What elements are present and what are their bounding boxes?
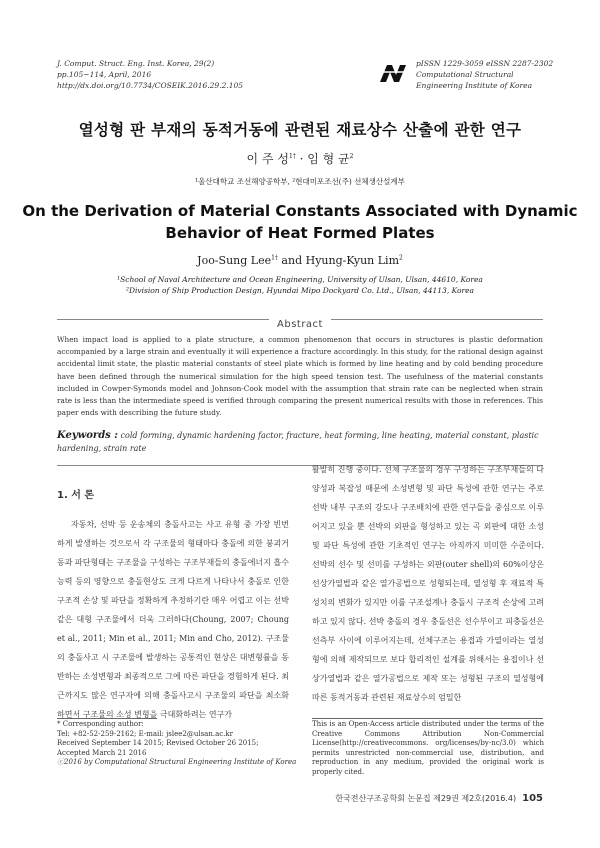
author-conjunction: and	[277, 254, 306, 267]
license-note: This is an Open-Access article distributed under the terms of the Creative Commons Attribution Non-Commercial License(http://creativecommons. org/licenses/by-nc/3.0) which permits unrestricted non-commercial use, distribution, and reproduction in any medium, provided the original work is properly cited.	[312, 720, 544, 776]
keywords	[57, 430, 543, 455]
author-separator: ·	[295, 152, 308, 166]
affiliation-line: ¹School of Naval Architecture and Ocean Engineering, University of Ulsan, Ulsan, 44610, Korea	[117, 275, 483, 284]
journal-citation	[57, 58, 243, 91]
abstract-heading: Abstract	[269, 319, 331, 330]
body-column-left	[57, 486, 289, 724]
title-english-line: Behavior of Heat Formed Plates	[165, 224, 435, 242]
footnote-divider	[57, 718, 157, 719]
author-sup: 1†	[288, 153, 296, 160]
keywords-text: cold forming, dynamic hardening factor, fracture, heat forming, line heating, material constant, plastic hardening, strain rate	[57, 431, 539, 453]
footnote-line: ⓒ2016 by Computational Structural Engineering Institute of Korea	[57, 758, 297, 767]
author-name: Joo-Sung Lee	[197, 254, 272, 267]
footnote-line: Received September 14 2015; Revised October 26 2015;	[57, 739, 259, 748]
title-korean: 열성형 판 부재의 동적거동에 관련된 재료상수 산출에 관한 연구	[78, 121, 522, 139]
author-name: 임 형 균	[307, 152, 350, 166]
author-sup: 2	[399, 254, 403, 262]
title-english-line: On the Derivation of Material Constants Associated with Dynamic	[22, 202, 578, 220]
body-column-right	[312, 460, 544, 707]
footnote-divider	[312, 718, 543, 719]
abstract-text: When impact load is applied to a plate structure, a common phenomenon that occurs in structures is plastic deformation accompanied by a large strain and eventually it will experience a fracture accordingly. In this study, for the rational design against accidental limit state, the plastic material constants of steel plate which is formed by line heating and by cold bending procedure have been defined through the numerical simulation for the high speed tension test. The usefulness of the material constants included in Cowper-Symonds model and Johnson-Cook model with the assumption that strain rate can be neglected when strain rate is less than the intermediate speed is verified through comparing the present numerical results with those in references. This paper ends with describing the future study.	[57, 335, 543, 418]
authors-english	[0, 254, 600, 267]
affiliations-english	[0, 274, 600, 296]
citation-line: pp.105~114, April, 2016	[57, 70, 152, 79]
doi-link[interactable]: http://dx.doi.org/10.7734/COSEIK.2016.29.2.105	[57, 81, 244, 90]
author-name: 이 주 성	[246, 152, 289, 166]
footnote-line: Accepted March 21 2016	[57, 748, 147, 757]
author-name: Hyung-Kyun Lim	[305, 254, 400, 267]
authors-korean	[0, 150, 600, 167]
footer-journal: 한국전산구조공학회 논문집 제29권 제2호(2016.4)	[335, 794, 517, 803]
issn-line: pISSN 1229-3059 eISSN 2287-2302	[416, 59, 554, 68]
affiliations-korean: ¹울산대학교 조선해양공학부, ²현대미포조선(주) 선체생산설계부	[195, 177, 405, 186]
publisher-line: Engineering Institute of Korea	[416, 81, 533, 90]
page-number: 105	[522, 793, 543, 804]
corresponding-author-note	[57, 720, 297, 768]
author-sup: 1†	[271, 254, 278, 262]
issn-block	[416, 58, 553, 91]
body-paragraph: 자동차, 선박 등 운송체의 충돌사고는 사고 유형 중 가장 빈번하게 발생하는 것으로서 각 구조물의 형태마다 충돌에 의한 붕괴거동과 파단형태는 구조물을 구성하는 구조부재들의 충돌에너지 흡수 능력 등의 영향으로 충돌현상도 크게 다르게 나타나서 충돌로 인한 구조적 손상 및 파단을 정확하게 추정하기란 매우 어렵고 이는 선박 같은 대형 구조물에서 더욱 그러하다(Choung, 2007; Choung et al., 2011; Min et al., 2011; Min and Cho, 2012). 구조물의 충돌사고 시 구조물에 발생하는 공통적인 현상은 대변형률을 동반하는 소성변형과 최종적으로 그에 따른 파단을 경험하게 된다. 최근까지도 많은 연구자에 의해 충돌사고시 구조물의 파단을 최소화하면서 구조물의 소성 변형을 극대화하려는 연구가	[57, 520, 289, 719]
section-heading: 1. 서 론	[57, 490, 95, 501]
citation-line: J. Comput. Struct. Eng. Inst. Korea, 29(2)	[57, 59, 215, 68]
page-footer	[335, 793, 543, 804]
title-english	[0, 200, 600, 244]
footnote-line: * Corresponding author:	[57, 720, 144, 728]
affiliation-line: ²Division of Ship Production Design, Hyundai Mipo Dockyard Co. Ltd., Ulsan, 44113, Korea	[125, 286, 475, 295]
body-paragraph: 활발히 진행 중이다. 선체 구조물의 경우 구성하는 구조부재들의 다양성과 복잡성 때문에 소성변형 및 파단 특성에 관한 연구는 주로 선박 내부 구조의 강도나 구조배치에 관한 연구들을 중심으로 이루어지고 있을 뿐 선박의 외판을 형성하고 있는 곡 외판에 대한 소성 및 파단 특성에 관한 기초적인 연구는 아직까지 미미한 수준이다. 선박의 선수 및 선미를 구성하는 외판(outer shell)의 60%이상은 선상가열법과 같은 열가공법으로 성형되는데, 열성형 후 재료적 특성치의 변화가 있지만 이를 구조설계나 충돌시 구조적 손상에 고려하고 있지 않다. 선박 충돌의 경우 충돌선은 선수부이고 피충돌선은 선측부 사이에 이루어지는데, 선체구조는 용접과 가열이라는 열성형에 의해 제작되므로 보다 합리적인 설계를 위해서는 용접이나 선상가열법과 같은 열가공법으로 제작 또는 성형된 구조의 열성형에 따른 동적거동과 관련된 재료상수의 엄밀한	[312, 465, 544, 702]
publisher-line: Computational Structural	[416, 70, 514, 79]
author-sup: 2	[349, 153, 354, 160]
keywords-label: Keywords :	[57, 430, 118, 441]
cosek-logo-icon	[378, 62, 408, 84]
abstract-heading-wrap	[0, 312, 600, 331]
footnote-line: Tel: +82-52-259-2162; E-mail: jslee2@ulsan.ac.kr	[57, 729, 233, 738]
